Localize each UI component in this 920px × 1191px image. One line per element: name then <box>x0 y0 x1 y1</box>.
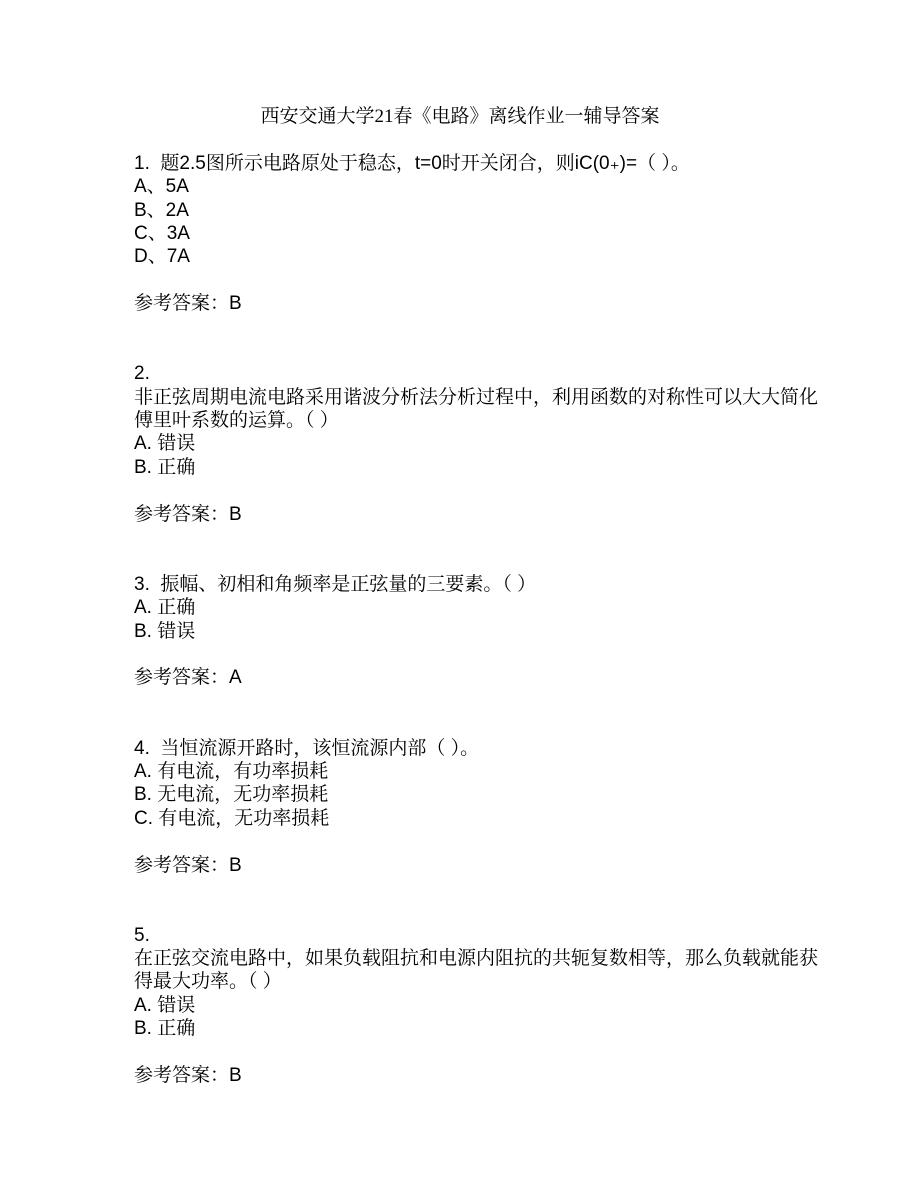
answer-line <box>134 1064 840 1087</box>
question-text: 傅里叶系数的运算。（ ） <box>134 410 339 432</box>
spacer-line <box>134 877 840 900</box>
spacer-line <box>134 549 840 572</box>
answer-value: A <box>229 667 242 689</box>
spacer-line <box>134 713 840 736</box>
answer-line <box>134 503 840 526</box>
answer-line <box>134 854 840 877</box>
spacer-line <box>134 830 840 853</box>
spacer-line <box>134 479 840 502</box>
question-text: 1. 题2.5图所示电路原处于稳态，t=0时开关闭合，则iC(0₊)=（ ）。 <box>134 152 690 174</box>
page-title: 西安交通大学21春《电路》离线作业一辅导答案 <box>260 106 660 127</box>
spacer-line <box>134 690 840 713</box>
question-block-4 <box>134 737 840 924</box>
document-content <box>0 152 920 1088</box>
question-number: 2. <box>134 363 150 385</box>
answer-line <box>134 292 840 315</box>
spacer-line <box>0 128 920 151</box>
option-d: D、7A <box>134 246 190 268</box>
question-text: 4. 当恒流源开路时，该恒流源内部（ ）。 <box>134 737 480 759</box>
question-text: 在正弦交流电路中，如果负载阻抗和电源内阻抗的共轭复数相等，那么负载就能获 <box>134 948 819 970</box>
spacer-line <box>134 339 840 362</box>
spacer-line <box>134 900 840 923</box>
answer-value: B <box>229 503 242 525</box>
option-b: B. 正确 <box>134 1018 196 1040</box>
option-b: B. 正确 <box>134 456 196 478</box>
question-number: 5. <box>134 924 150 946</box>
option-a: A. 错误 <box>134 994 196 1016</box>
answer-label: 参考答案： <box>134 854 230 876</box>
question-block-2 <box>134 362 840 573</box>
spacer-line <box>134 1041 840 1064</box>
answer-value: B <box>229 1065 242 1087</box>
answer-line <box>134 666 840 689</box>
question-text: 3. 振幅、初相和角频率是正弦量的三要素。（ ） <box>134 573 537 595</box>
question-text: 得最大功率。（ ） <box>134 971 282 993</box>
spacer-line <box>134 526 840 549</box>
spacer-line <box>134 316 840 339</box>
question-block-3 <box>134 573 840 737</box>
option-b: B. 错误 <box>134 620 196 642</box>
question-text: 非正弦周期电流电路采用谐波分析法分析过程中，利用函数的对称性可以大大简化 <box>134 386 819 408</box>
answer-label: 参考答案： <box>134 1065 230 1087</box>
spacer-line <box>134 643 840 666</box>
option-c: C、3A <box>134 222 190 244</box>
spacer-line <box>134 269 840 292</box>
option-b: B. 无电流，无功率损耗 <box>134 784 329 806</box>
answer-label: 参考答案： <box>134 667 230 689</box>
answer-label: 参考答案： <box>134 503 230 525</box>
option-b: B、2A <box>134 199 189 221</box>
question-block-5 <box>134 924 840 1088</box>
option-a: A. 错误 <box>134 433 196 455</box>
option-c: C. 有电流，无功率损耗 <box>134 807 330 829</box>
option-a: A. 正确 <box>134 597 196 619</box>
option-a: A. 有电流，有功率损耗 <box>134 760 329 782</box>
question-block-1 <box>134 152 840 363</box>
answer-label: 参考答案： <box>134 293 230 315</box>
option-a: A、5A <box>134 176 189 198</box>
answer-value: B <box>229 293 242 315</box>
answer-value: B <box>229 854 242 876</box>
